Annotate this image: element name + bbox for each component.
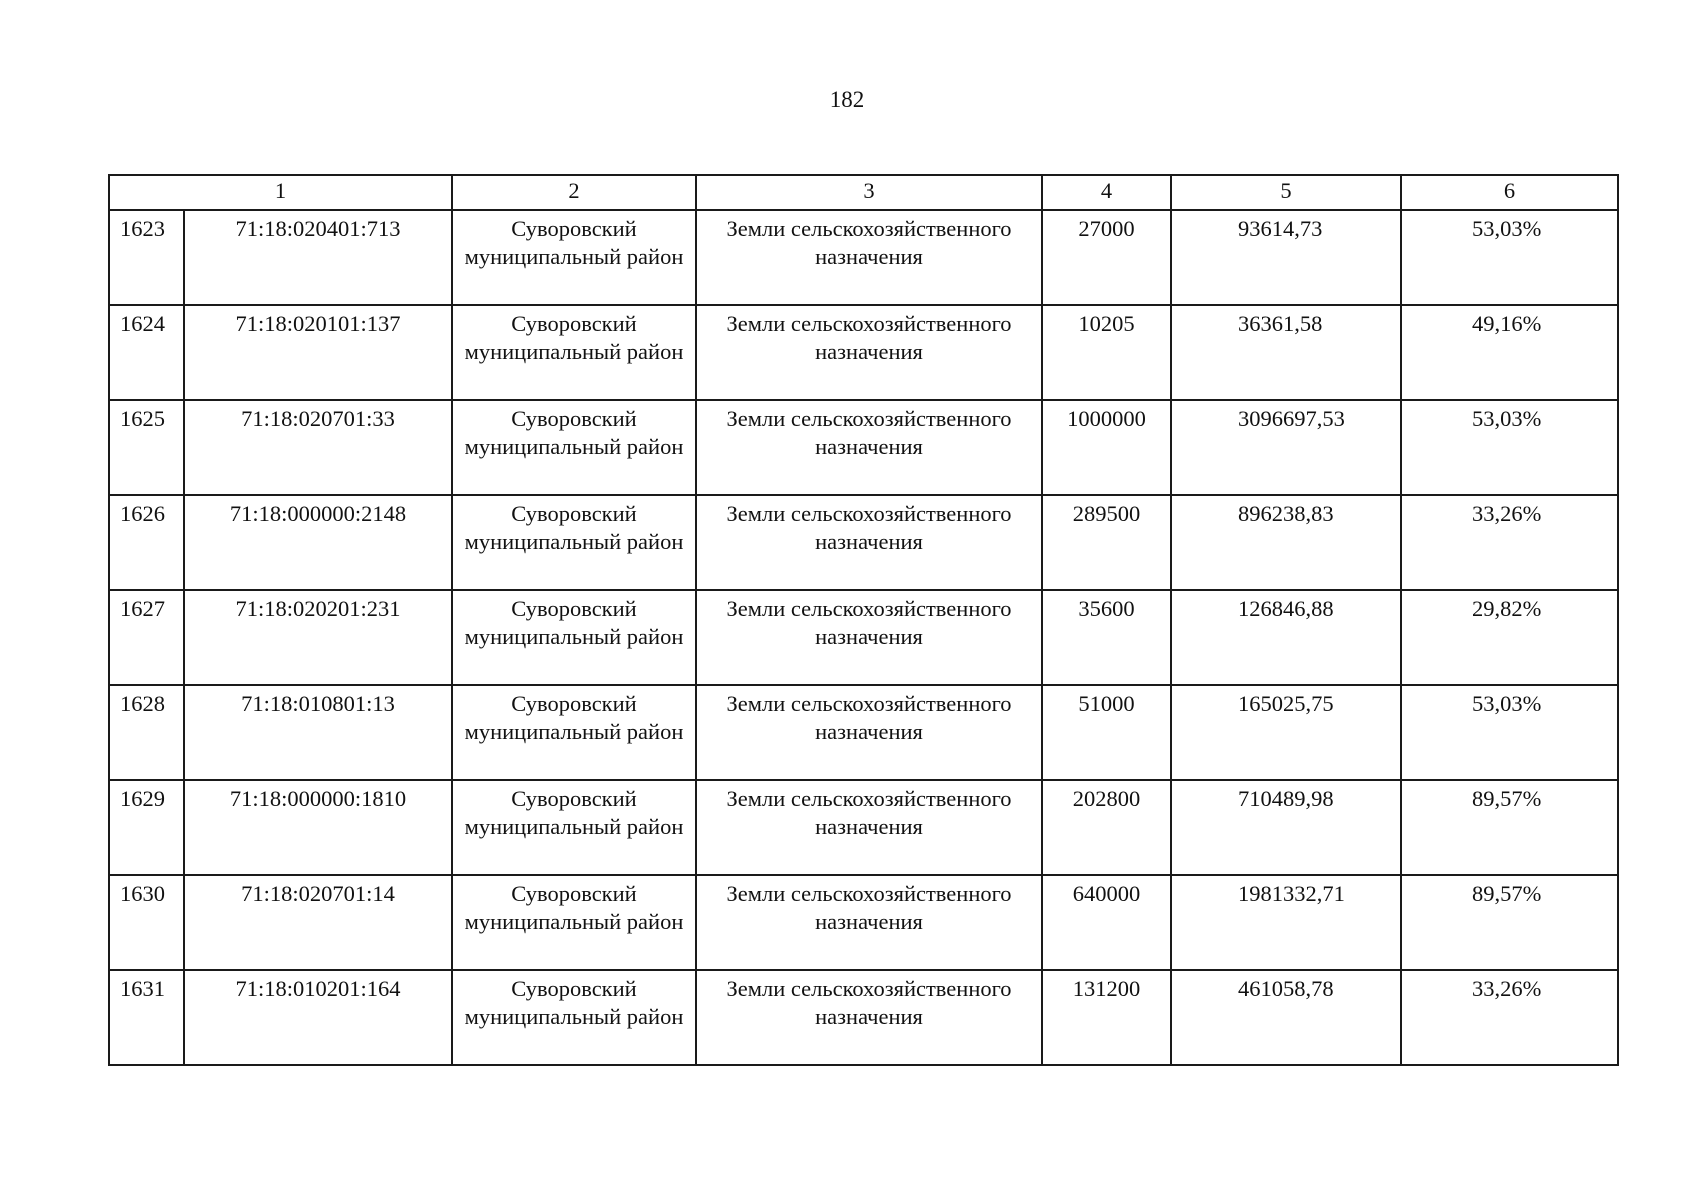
area-cell: 131200 bbox=[1042, 970, 1171, 1065]
table-row bbox=[109, 305, 1618, 400]
district-cell: Суворовский муниципальный район bbox=[452, 305, 696, 400]
area-cell: 640000 bbox=[1042, 875, 1171, 970]
cadastral-value-cell: 896238,83 bbox=[1171, 495, 1401, 590]
cadastral-value-cell: 710489,98 bbox=[1171, 780, 1401, 875]
row-number-cell: 1631 bbox=[109, 970, 184, 1065]
district-cell: Суворовский муниципальный район bbox=[452, 590, 696, 685]
area-cell: 289500 bbox=[1042, 495, 1171, 590]
area-cell: 10205 bbox=[1042, 305, 1171, 400]
percent-cell: 33,26% bbox=[1401, 970, 1618, 1065]
percent-cell: 53,03% bbox=[1401, 400, 1618, 495]
land-plots-table bbox=[108, 174, 1619, 1066]
land-category-cell: Земли сельскохозяйственного назначения bbox=[696, 875, 1042, 970]
cadastral-number-cell: 71:18:020201:231 bbox=[184, 590, 452, 685]
row-number-cell: 1628 bbox=[109, 685, 184, 780]
area-cell: 35600 bbox=[1042, 590, 1171, 685]
header-cell-4: 4 bbox=[1042, 175, 1171, 210]
cadastral-value-cell: 36361,58 bbox=[1171, 305, 1401, 400]
land-category-cell: Земли сельскохозяйственного назначения bbox=[696, 780, 1042, 875]
cadastral-value-cell: 1981332,71 bbox=[1171, 875, 1401, 970]
cadastral-value-cell: 165025,75 bbox=[1171, 685, 1401, 780]
cadastral-number-cell: 71:18:020401:713 bbox=[184, 210, 452, 305]
land-category-cell: Земли сельскохозяйственного назначения bbox=[696, 970, 1042, 1065]
district-cell: Суворовский муниципальный район bbox=[452, 780, 696, 875]
percent-cell: 49,16% bbox=[1401, 305, 1618, 400]
table-row bbox=[109, 210, 1618, 305]
area-cell: 51000 bbox=[1042, 685, 1171, 780]
row-number-cell: 1626 bbox=[109, 495, 184, 590]
row-number-cell: 1627 bbox=[109, 590, 184, 685]
district-cell: Суворовский муниципальный район bbox=[452, 400, 696, 495]
row-number-cell: 1630 bbox=[109, 875, 184, 970]
district-cell: Суворовский муниципальный район bbox=[452, 210, 696, 305]
row-number-cell: 1625 bbox=[109, 400, 184, 495]
table-header-row bbox=[109, 175, 1618, 210]
cadastral-value-cell: 3096697,53 bbox=[1171, 400, 1401, 495]
table-row bbox=[109, 590, 1618, 685]
land-category-cell: Земли сельскохозяйственного назначения bbox=[696, 400, 1042, 495]
percent-cell: 89,57% bbox=[1401, 780, 1618, 875]
district-cell: Суворовский муниципальный район bbox=[452, 685, 696, 780]
table-row bbox=[109, 495, 1618, 590]
table-row bbox=[109, 780, 1618, 875]
percent-cell: 53,03% bbox=[1401, 685, 1618, 780]
header-cell-6: 6 bbox=[1401, 175, 1618, 210]
cadastral-value-cell: 93614,73 bbox=[1171, 210, 1401, 305]
header-cell-1: 1 bbox=[109, 175, 452, 210]
cadastral-number-cell: 71:18:020101:137 bbox=[184, 305, 452, 400]
table-row bbox=[109, 970, 1618, 1065]
area-cell: 202800 bbox=[1042, 780, 1171, 875]
table-row bbox=[109, 875, 1618, 970]
cadastral-number-cell: 71:18:020701:14 bbox=[184, 875, 452, 970]
land-category-cell: Земли сельскохозяйственного назначения bbox=[696, 590, 1042, 685]
cadastral-number-cell: 71:18:000000:2148 bbox=[184, 495, 452, 590]
page-number: 182 bbox=[829, 87, 865, 112]
cadastral-number-cell: 71:18:020701:33 bbox=[184, 400, 452, 495]
land-category-cell: Земли сельскохозяйственного назначения bbox=[696, 210, 1042, 305]
cadastral-number-cell: 71:18:000000:1810 bbox=[184, 780, 452, 875]
area-cell: 1000000 bbox=[1042, 400, 1171, 495]
percent-cell: 89,57% bbox=[1401, 875, 1618, 970]
row-number-cell: 1624 bbox=[109, 305, 184, 400]
cadastral-value-cell: 126846,88 bbox=[1171, 590, 1401, 685]
area-cell: 27000 bbox=[1042, 210, 1171, 305]
land-category-cell: Земли сельскохозяйственного назначения bbox=[696, 495, 1042, 590]
table-row bbox=[109, 685, 1618, 780]
cadastral-number-cell: 71:18:010801:13 bbox=[184, 685, 452, 780]
district-cell: Суворовский муниципальный район bbox=[452, 495, 696, 590]
land-category-cell: Земли сельскохозяйственного назначения bbox=[696, 685, 1042, 780]
district-cell: Суворовский муниципальный район bbox=[452, 970, 696, 1065]
cadastral-number-cell: 71:18:010201:164 bbox=[184, 970, 452, 1065]
header-cell-5: 5 bbox=[1171, 175, 1401, 210]
land-category-cell: Земли сельскохозяйственного назначения bbox=[696, 305, 1042, 400]
header-cell-2: 2 bbox=[452, 175, 696, 210]
percent-cell: 29,82% bbox=[1401, 590, 1618, 685]
header-cell-3: 3 bbox=[696, 175, 1042, 210]
table-row bbox=[109, 400, 1618, 495]
cadastral-value-cell: 461058,78 bbox=[1171, 970, 1401, 1065]
row-number-cell: 1623 bbox=[109, 210, 184, 305]
percent-cell: 33,26% bbox=[1401, 495, 1618, 590]
district-cell: Суворовский муниципальный район bbox=[452, 875, 696, 970]
row-number-cell: 1629 bbox=[109, 780, 184, 875]
percent-cell: 53,03% bbox=[1401, 210, 1618, 305]
